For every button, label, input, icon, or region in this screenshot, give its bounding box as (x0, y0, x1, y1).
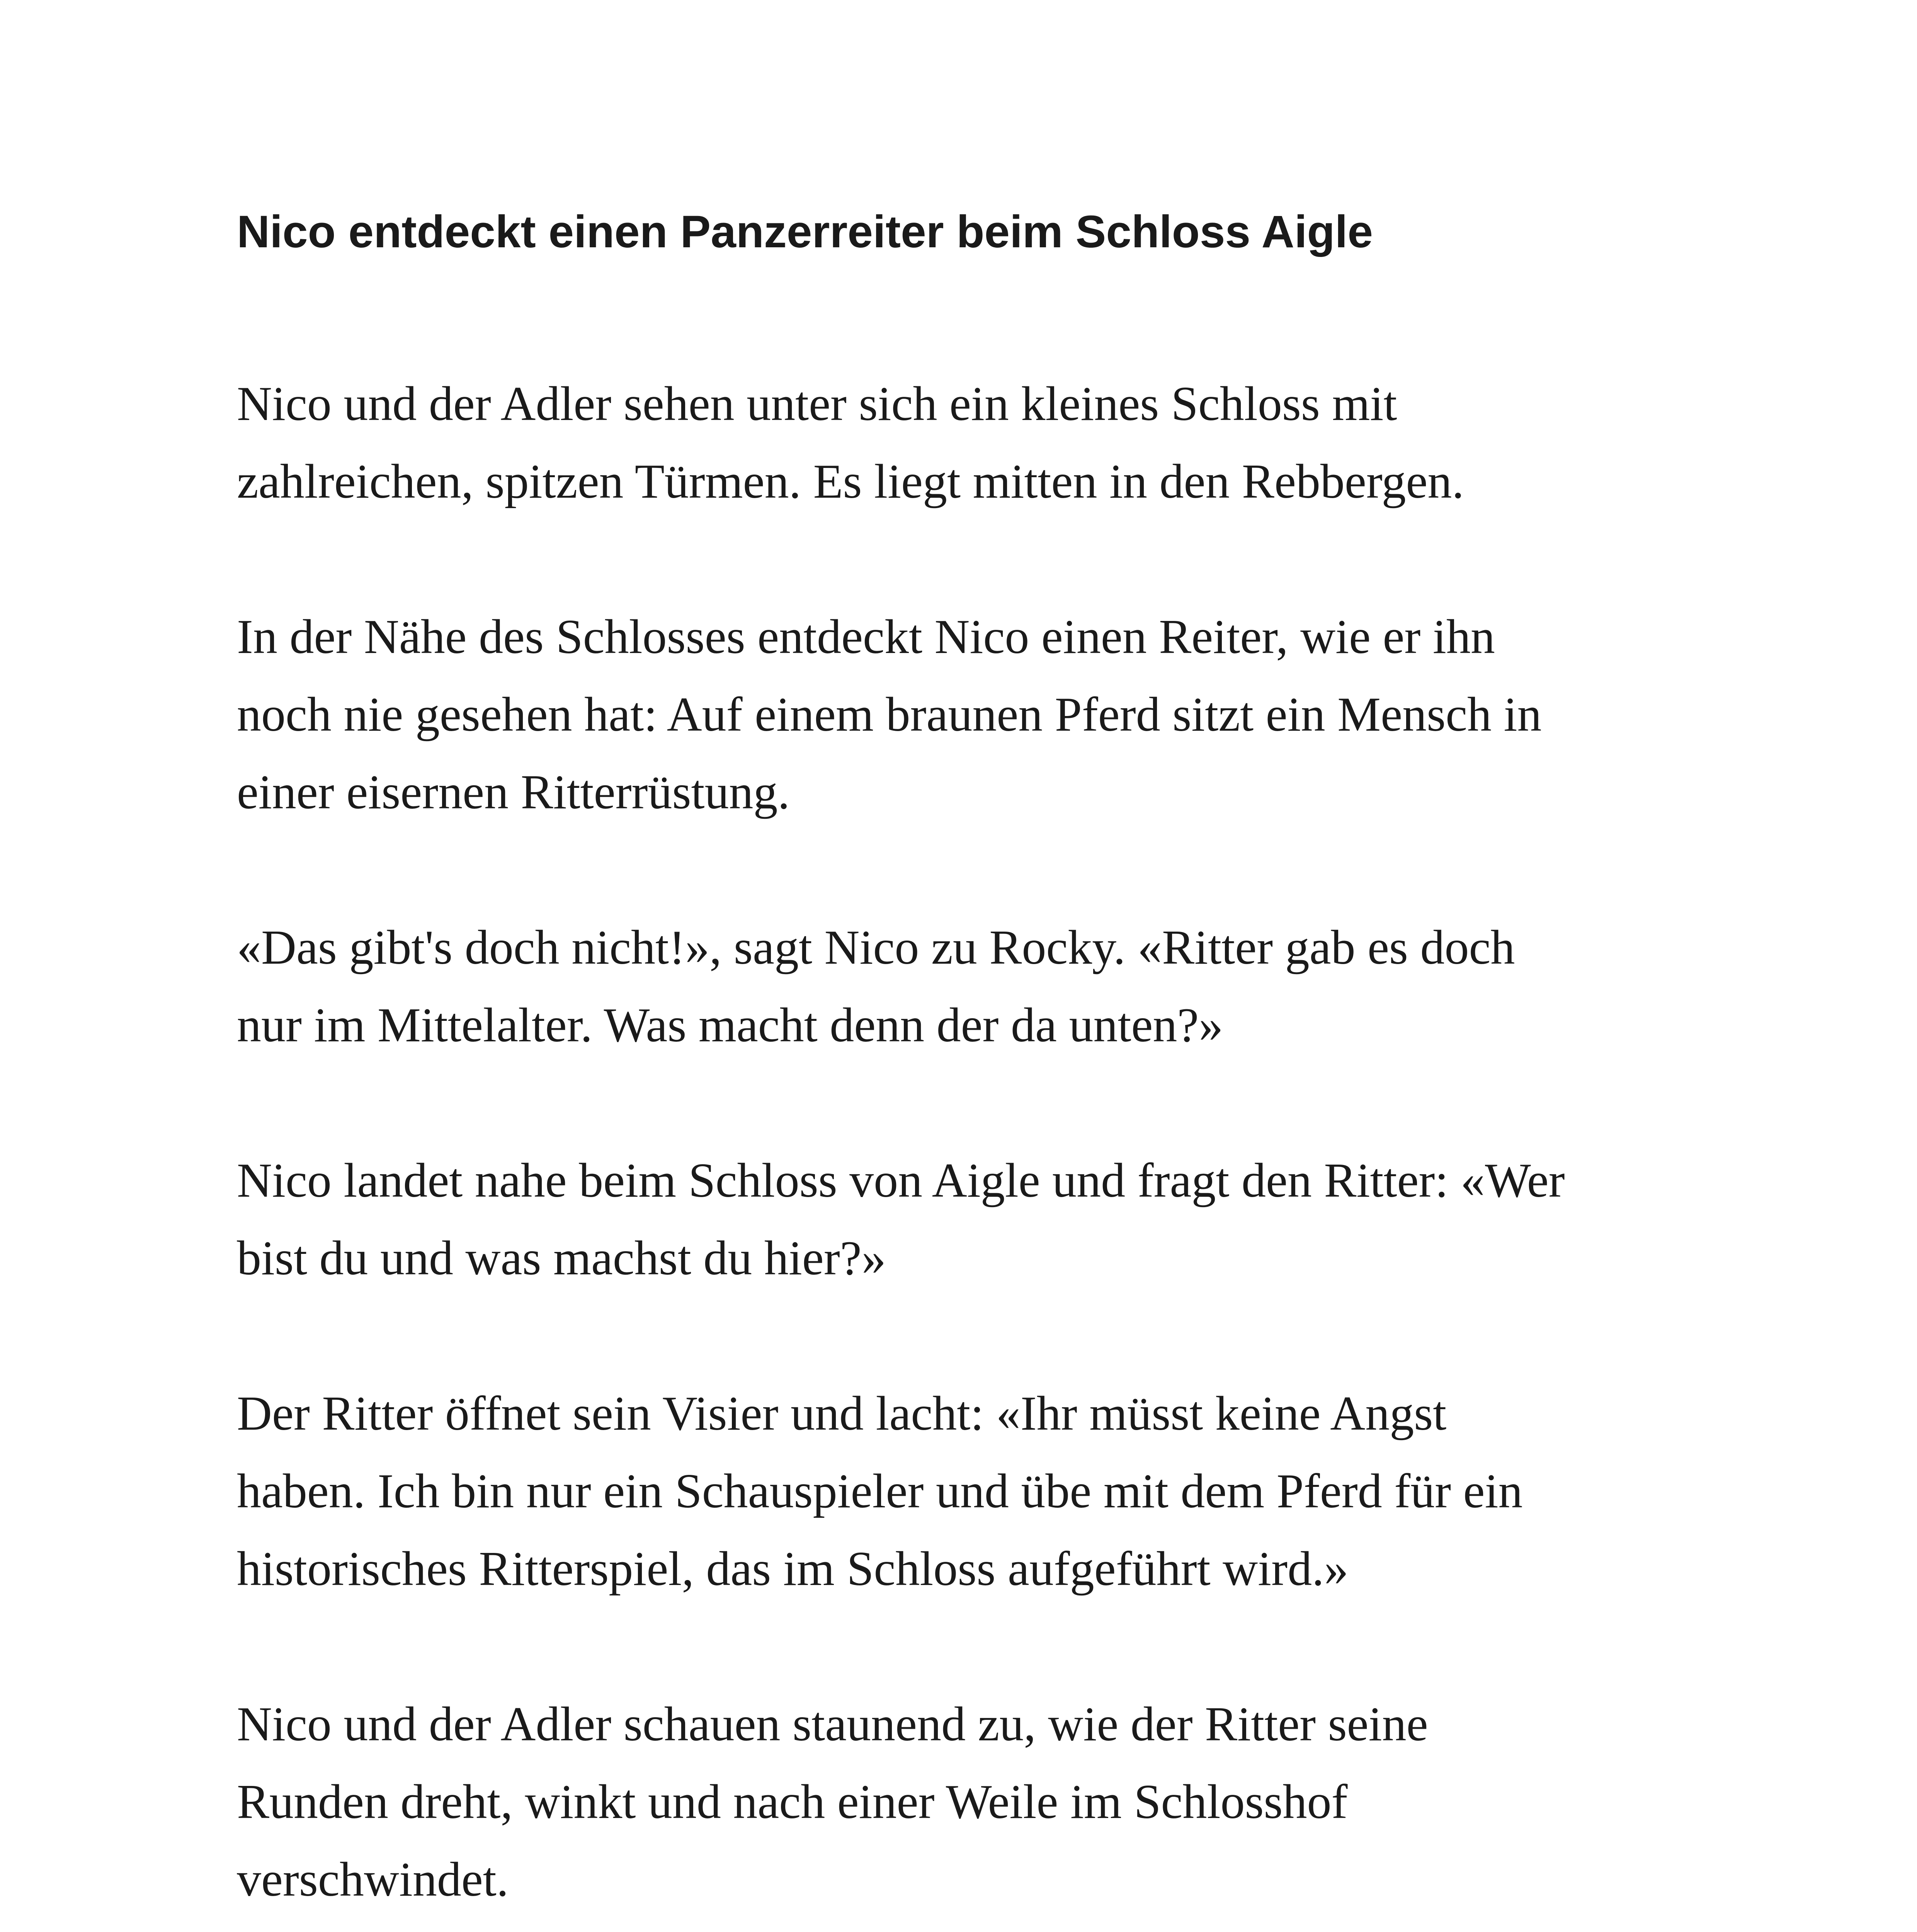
text-line: zahlreichen, spitzen Türmen. Es liegt mitten in den Rebbergen. (237, 455, 1464, 509)
text-line: noch nie gesehen hat: Auf einem braunen Pferd sitzt ein Mensch in (237, 688, 1542, 742)
text-line: Nico landet nahe beim Schloss von Aigle und fragt den Ritter: «Wer (237, 1154, 1565, 1208)
paragraph (237, 598, 1698, 831)
page-title: Nico entdeckt einen Panzerreiter beim Schloss Aigle (237, 206, 1373, 257)
paragraph (237, 365, 1698, 520)
story-text (237, 365, 1698, 1932)
text-line: Nico und der Adler schauen staunend zu, wie der Ritter seine (237, 1697, 1428, 1751)
text-line: In der Nähe des Schlosses entdeckt Nico einen Reiter, wie er ihn (237, 610, 1495, 664)
paragraph (237, 1375, 1698, 1608)
text-line: nur im Mittelalter. Was macht denn der da unten?» (237, 998, 1223, 1052)
paragraph (237, 1685, 1698, 1918)
text-line: historisches Ritterspiel, das im Schloss aufgeführt wird.» (237, 1542, 1349, 1596)
text-line: «Das gibt's doch nicht!», sagt Nico zu Rocky. «Ritter gab es doch (237, 921, 1515, 975)
paragraph (237, 1142, 1698, 1297)
text-line: Der Ritter öffnet sein Visier und lacht: «Ihr müsst keine Angst (237, 1387, 1447, 1440)
text-line: einer eisernen Ritterrüstung. (237, 765, 790, 819)
text-line: Nico und der Adler sehen unter sich ein kleines Schloss mit (237, 377, 1397, 431)
text-line: verschwindet. (237, 1853, 509, 1906)
text-line: bist du und was machst du hier?» (237, 1231, 886, 1285)
text-line: haben. Ich bin nur ein Schauspieler und übe mit dem Pferd für ein (237, 1464, 1523, 1518)
text-line: Runden dreht, winkt und nach einer Weile im Schlosshof (237, 1775, 1348, 1829)
paragraph (237, 909, 1698, 1064)
